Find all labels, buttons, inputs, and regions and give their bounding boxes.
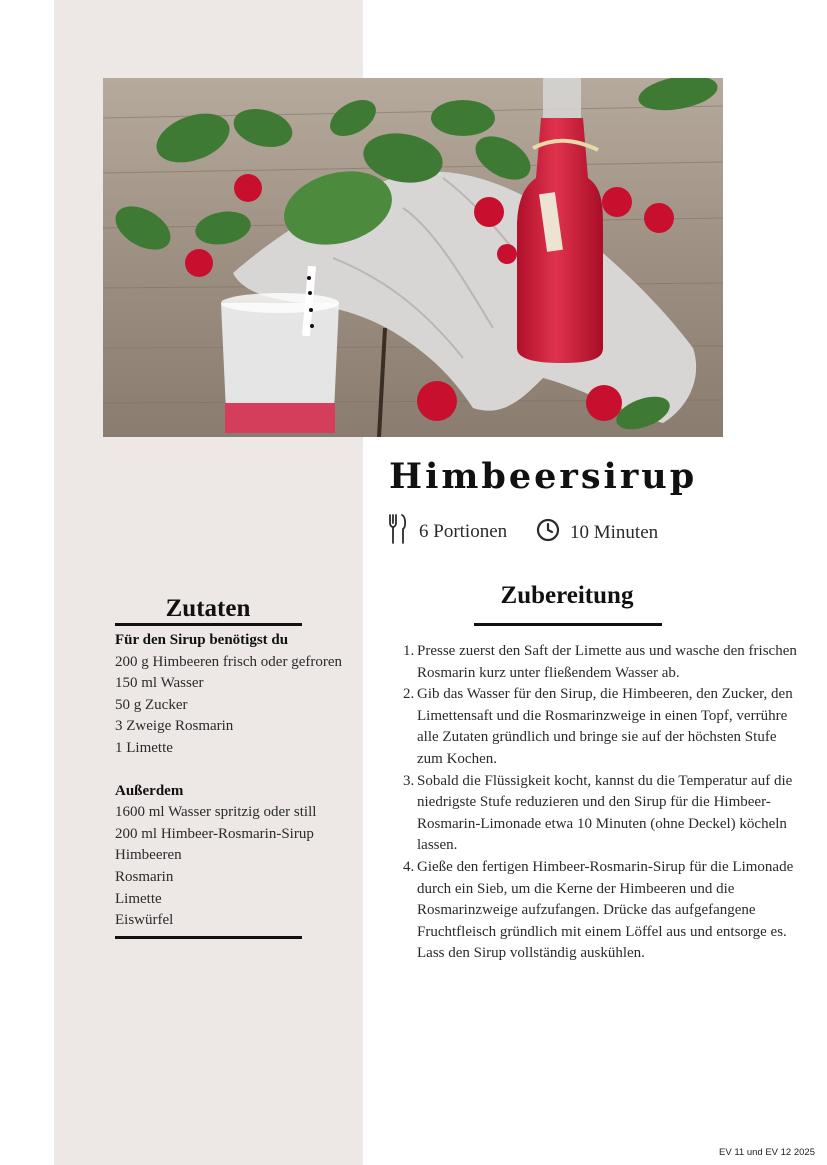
ingredient-item: Rosmarin bbox=[115, 868, 174, 885]
clock-icon bbox=[536, 518, 560, 548]
ingredient-item: 50 g Zucker bbox=[115, 696, 188, 713]
time-text: 10 Minuten bbox=[570, 522, 659, 543]
recipe-photo bbox=[103, 78, 723, 437]
preparation-heading: Zubereitung bbox=[500, 582, 634, 609]
servings-info bbox=[387, 515, 507, 549]
group-spacer bbox=[115, 760, 359, 781]
preparation-steps bbox=[403, 641, 797, 965]
ingredient-item: 200 ml Himbeer-Rosmarin-Sirup bbox=[115, 825, 314, 842]
ingredient-group-title: Außerdem bbox=[115, 782, 184, 799]
step-item bbox=[403, 857, 797, 965]
step-item bbox=[403, 684, 797, 770]
ingredient-item: 1600 ml Wasser spritzig oder still bbox=[115, 804, 317, 821]
ingredient-item: Eiswürfel bbox=[115, 912, 174, 929]
servings-text: 6 Portionen bbox=[419, 521, 508, 542]
ingredient-item: Limette bbox=[115, 890, 162, 907]
preparation-rule bbox=[474, 623, 662, 626]
step-number: 3. bbox=[403, 772, 415, 789]
ingredient-item: 150 ml Wasser bbox=[115, 675, 204, 692]
step-text: Gieße den fertigen Himbeer-Rosmarin-Sirup für die Limonade durch ein Sieb, um die Kerne der Himbeeren und die Rosmarinzweige aufzufangen. Drücke das aufgefangene Fruchtfleisch gründlich mit einem Löffel aus und entsorge es. Lass den Sirup vollständig auskühlen. bbox=[417, 858, 794, 962]
ingredient-group-title: Für den Sirup benötigst du bbox=[115, 632, 289, 648]
footer-note: EV 11 und EV 12 2025 bbox=[719, 1147, 815, 1158]
step-number: 2. bbox=[403, 686, 415, 703]
step-text: Sobald die Flüssigkeit kocht, kannst du die Temperatur auf die niedrigste Stufe reduzieren und den Sirup für die Himbeer-Rosmarin-Limonade etwa 10 Minuten (ohne Deckel) köcheln lassen. bbox=[417, 772, 793, 854]
ingredient-item: Himbeeren bbox=[115, 847, 182, 864]
step-item bbox=[403, 771, 797, 857]
ingredients-heading: Zutaten bbox=[165, 595, 251, 622]
ingredients-top-rule bbox=[115, 623, 302, 626]
time-info bbox=[536, 516, 658, 550]
ingredients-list bbox=[115, 630, 359, 932]
step-number: 4. bbox=[403, 858, 415, 875]
fork-knife-icon bbox=[387, 513, 409, 551]
step-number: 1. bbox=[403, 643, 415, 659]
ingredient-item: 200 g Himbeeren frisch oder gefroren bbox=[115, 653, 342, 670]
ingredients-bottom-rule bbox=[115, 936, 302, 939]
ingredient-item: 1 Limette bbox=[115, 739, 173, 756]
ingredient-item: 3 Zweige Rosmarin bbox=[115, 718, 234, 735]
step-text: Gib das Wasser für den Sirup, die Himbeeren, den Zucker, den Limettensaft und die Rosmarinzweige in einen Topf, verrühre alle Zutaten gründlich und bringe sie auf der höchsten Stufe zum Kochen. bbox=[417, 686, 793, 767]
page-title: Himbeersirup bbox=[389, 456, 698, 497]
step-text: Presse zuerst den Saft der Limette aus und wasche den frischen Rosmarin kurz unter fließendem Wasser ab. bbox=[417, 643, 797, 681]
step-item bbox=[403, 641, 797, 684]
